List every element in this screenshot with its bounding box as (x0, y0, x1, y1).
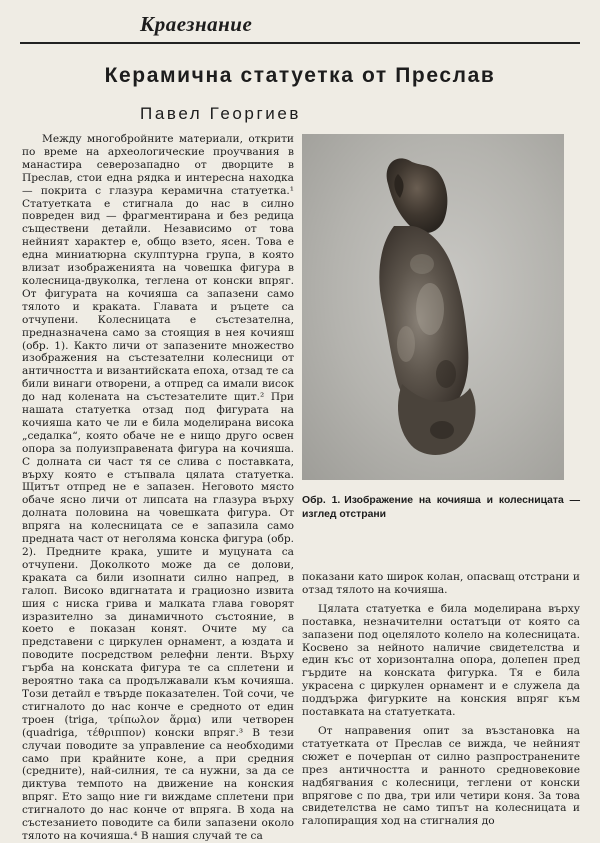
figure-photo (302, 134, 564, 480)
left-column (22, 133, 294, 842)
paragraph: Между многобройните материали, открити по време на археологические проучвания в манастира северозападно от дворците в Преслав, стои една рядка и интересна находка — покрита с глазура керамична статуетка.¹ Статуетката е стигнала до нас в силно повреден вид — фрагментирана и без редица съществени детайли. Независимо от това нейният характер е, общо взето, ясен. Това е една миниатюрна скулптурна група, в която влизат изображенията на човешка фигура в колесница-двуколка, теглена от конски впряг. От фигурата на кочияша са запазени само тялото и краката. Главата и ръцете са отчупени. Колесницата е състезателна, предназначена само за стоящия в нея кочияш (обр. 1). Както личи от запазените множество изображения на състезателни колесници от античността и византийската епоха, отзад те са били винаги отворени, а отпред са имали висок до над колената на състезателите щит.² При нашата статуетка отзад под фигурата на кочияша като че ли е била моделирана висока „седалка“, която обаче не е нищо друго освен опора за полуизправената фигура на кочияша. С долната си част тя се слива с поставката, върху която е стъпвала цялата статуетка. Щитът отпред не е запазен. Неговото място обаче ясно личи от липсата на глазура върху долната половина на човешката фигура. От впряга на колесницата се е запазила само предната част от неголяма конска фигура (обр. 2). Предните крака, ушите и муцуната са отчупени. Доколкото може да се долови, краката са били изопнати силно напред, в галоп. Високо вдигнатата и грациозно извита шия с ниска грива и малката глава говорят изразително за динамичното състояние, в което е показан конят. Очите му са представени с циркулен орнамент, а юздата и поводите посредством релефни ленти. Върху гърба на конската фигура те са сплетени и вероятно така са продължавали към кочияша. Този детайл е твърде показателен. Той сочи, че стигналото до нас конче е средното от един троен (triga, τρίπωλον ἅρμα) или четворен (quadriga, τέθριππον) конски впряг.³ В тези случаи поводите за управление са необходими само при крайните коне, а при средния (средните), най-силния, те са нужни, за да се диктува темпото на движение на конския впряг. Ето защо ние ги виждаме сплетени при стигналото до нас конче от впряга. В хода на състезанието поводите са били запазени около тялото на кочияша.⁴ В нашия случай те са (22, 133, 294, 842)
article-title: Керамична статуетка от Преслав (104, 64, 496, 87)
figure-caption (302, 494, 580, 521)
paragraph: Цялата статуетка е била моделирана върху поставка, незначителни остатъци от която са запазени под оцелялото колело на колесницата. Косвено за нейното наличие свидетелства и един къс от хоризонтална опора, долепен пред гърдите на конската фигурка. Тя е била украсена с циркулен орнамент и е служела да поддържа фигурките на конския впряг към поставката на статуетката. (302, 602, 580, 719)
section-heading: Краезнание (140, 12, 253, 36)
header-rule (20, 42, 580, 44)
figure-label: Обр. 1. (302, 495, 341, 506)
article-author: Павел Георгиев (140, 104, 302, 123)
paragraph: показани като широк колан, опасващ отстрани и отзад тялото на кочияша. (302, 571, 580, 596)
statuette-image (302, 134, 564, 480)
figure-caption-text: Изображение на кочияша и колесницата — изглед отстрани (302, 495, 580, 520)
right-column (302, 571, 580, 828)
paragraph: От направения опит за възстановка на статуетката от Преслав се вижда, че нейният сюжет е почерпан от силно разпространените през античността и ранното средновековие надбягвания с колесници, теглени от конски впрягове с по два, три или четири коня. За това свидетелства не само типът на колесницата и галопиращия ход на стигналия до (302, 724, 580, 828)
